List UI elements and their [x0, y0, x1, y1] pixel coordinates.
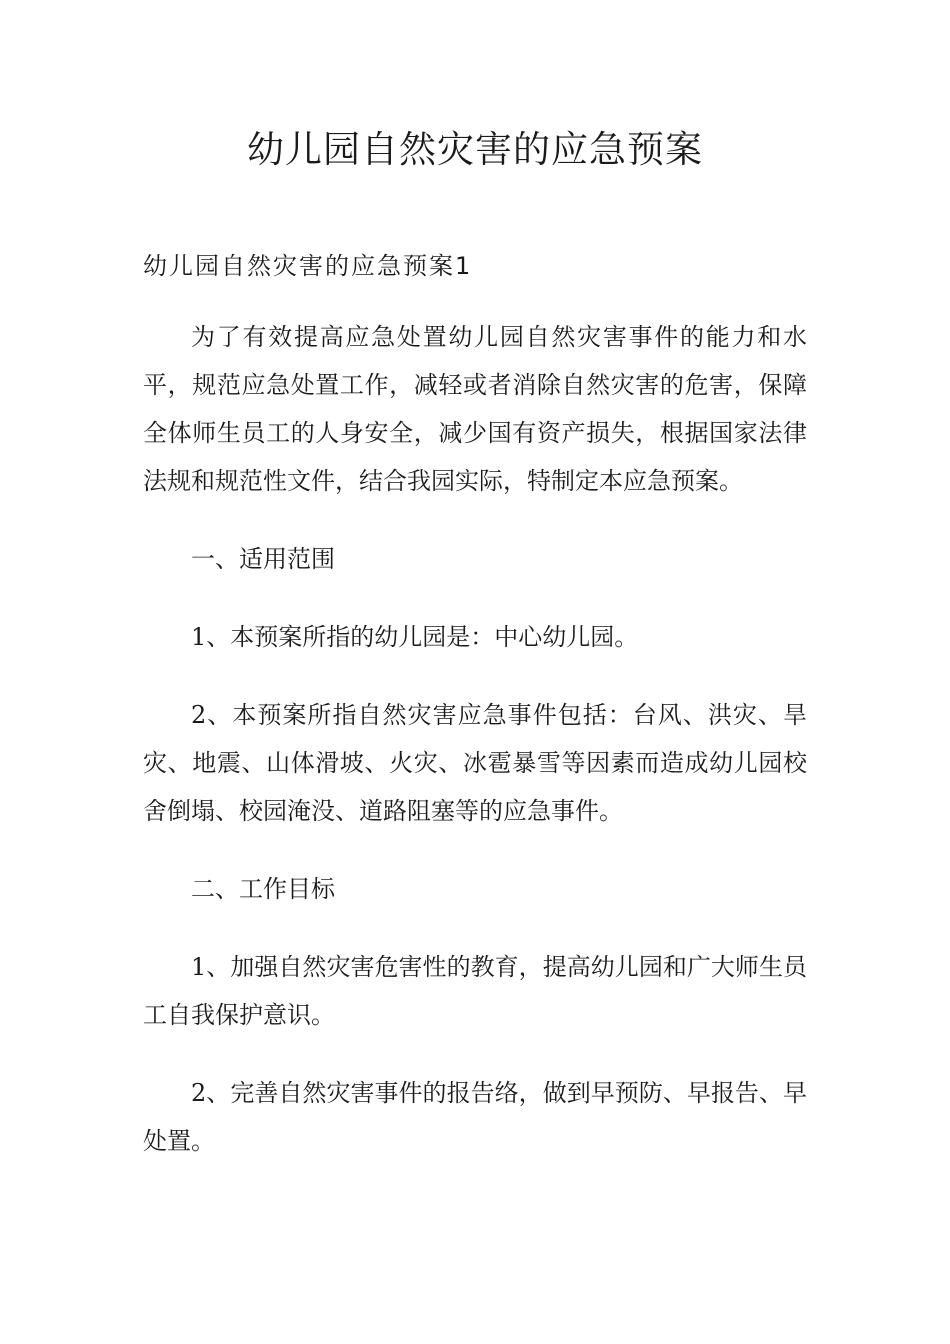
document-body — [143, 313, 807, 1195]
paragraph-scope-2: 2、本预案所指自然灾害应急事件包括：台风、洪灾、旱灾、地震、山体滑坡、火灾、冰雹暴雪等因素而造成幼儿园校舍倒塌、校园淹没、道路阻塞等的应急事件。 — [143, 701, 807, 825]
paragraph-intro: 为了有效提高应急处置幼儿园自然灾害事件的能力和水平，规范应急处置工作，减轻或者消除自然灾害的危害，保障全体师生员工的人身安全，减少国有资产损失，根据国家法律法规和规范性文件，结合我园实际，特制定本应急预案。 — [143, 323, 807, 495]
paragraph-goals-2: 2、完善自然灾害事件的报告络，做到早预防、早报告、早处置。 — [143, 1079, 807, 1155]
section-heading: 幼儿园自然灾害的应急预案1 — [143, 252, 473, 280]
heading-scope: 一、适用范围 — [191, 545, 335, 573]
document-title: 幼儿园自然灾害的应急预案 — [247, 128, 703, 171]
paragraph-goals-1: 1、加强自然灾害危害性的教育，提高幼儿园和广大师生员工自我保护意识。 — [143, 953, 807, 1029]
heading-goals: 二、工作目标 — [191, 875, 335, 903]
paragraph-scope-1: 1、本预案所指的幼儿园是：中心幼儿园。 — [191, 623, 639, 651]
